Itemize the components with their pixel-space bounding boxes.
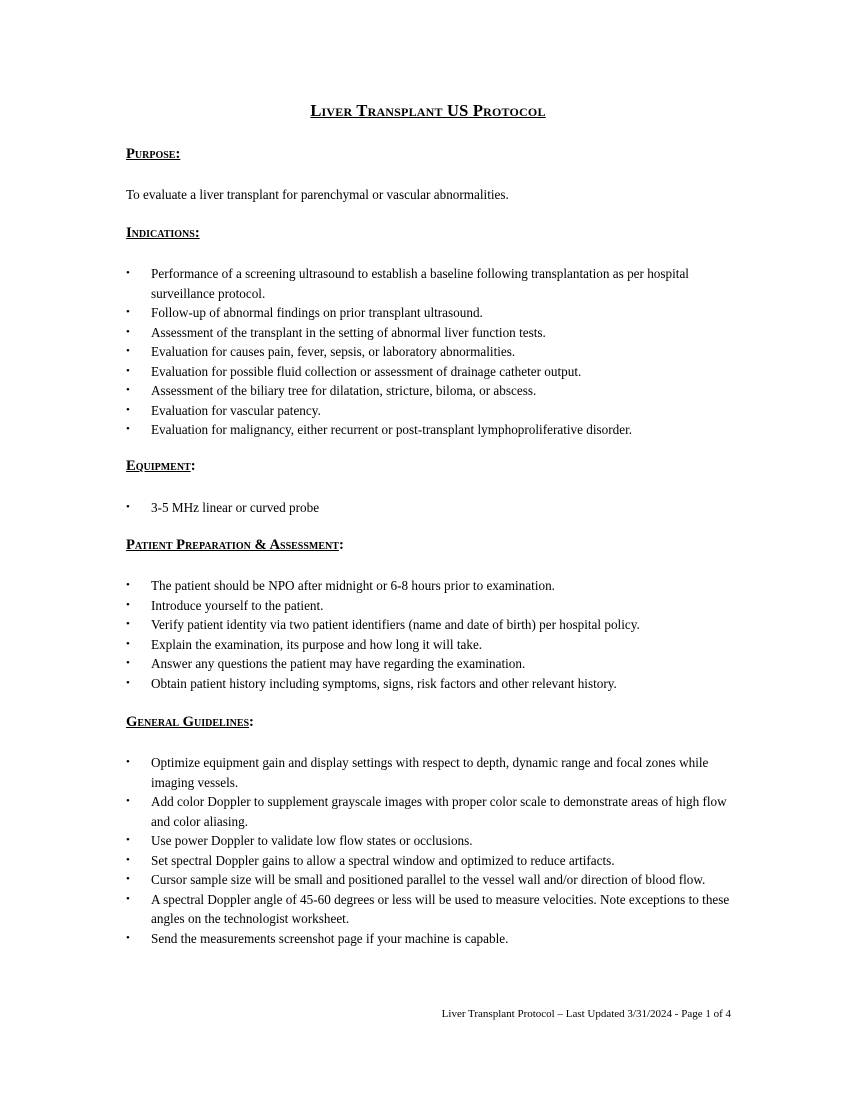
list-item-text: Introduce yourself to the patient. — [151, 597, 324, 613]
list-item — [126, 831, 730, 851]
list-item-text: Explain the examination, its purpose and how long it will take. — [151, 636, 483, 652]
equipment-list — [126, 498, 730, 518]
list-item-text: Add color Doppler to supplement grayscale images with proper color scale to demonstrate areas of high flow and color aliasing. — [151, 794, 727, 829]
guidelines-heading — [126, 713, 254, 733]
guidelines-list — [126, 753, 730, 948]
list-item-text: Assessment of the biliary tree for dilatation, stricture, biloma, or abscess. — [151, 383, 537, 398]
bullet-icon: • — [126, 306, 130, 318]
bullet-icon: • — [126, 403, 130, 416]
patient-prep-heading — [126, 536, 344, 556]
list-item-text: Assessment of the transplant in the setting of abnormal liver function tests. — [151, 324, 546, 340]
list-item — [126, 498, 730, 518]
patient-prep-heading-colon: : — [338, 537, 344, 553]
purpose-text: To evaluate a liver transplant for parenchymal or vascular abnormalities. — [126, 187, 509, 202]
indications-heading — [126, 224, 200, 244]
list-item-text: Obtain patient history including symptoms, signs, risk factors and other relevant history. — [151, 675, 617, 691]
list-item-text: Set spectral Doppler gains to allow a spectral window and optimized to reduce artifacts. — [151, 852, 615, 868]
list-item — [126, 342, 730, 362]
bullet-icon: • — [126, 423, 130, 435]
bullet-icon: • — [126, 345, 130, 357]
list-item-text: Verify patient identity via two patient identifiers (name and date of birth) per hospital policy. — [151, 617, 640, 632]
bullet-icon: • — [126, 618, 130, 630]
list-item — [126, 792, 730, 831]
list-item — [126, 596, 730, 616]
page-footer: Liver Transplant Protocol – Last Updated 3/31/2024 - Page 1 of 4 — [441, 1008, 731, 1020]
list-item — [126, 420, 730, 440]
bullet-icon: • — [126, 598, 130, 611]
bullet-icon: • — [126, 579, 130, 591]
list-item-text: 3-5 MHz linear or curved probe — [151, 500, 320, 515]
bullet-icon: • — [126, 384, 130, 396]
list-item — [126, 576, 730, 596]
list-item — [126, 635, 730, 655]
bullet-icon: • — [126, 267, 130, 279]
list-item — [126, 303, 730, 323]
purpose-heading-text: Purpose: — [126, 146, 181, 162]
list-item-text: Optimize equipment gain and display settings with respect to depth, dynamic range and focal zones while imaging vessels. — [151, 755, 709, 790]
equipment-heading-text: Equipment — [126, 458, 191, 474]
patient-prep-heading-text: Patient Preparation & Assessment — [126, 537, 339, 553]
list-item — [126, 401, 730, 421]
list-item-text: Evaluation for vascular patency. — [151, 402, 321, 418]
list-item — [126, 381, 730, 401]
list-item — [126, 615, 730, 635]
bullet-icon: • — [126, 873, 130, 885]
list-item — [126, 890, 730, 929]
list-item-text: Send the measurements screenshot page if your machine is capable. — [151, 930, 509, 946]
bullet-icon: • — [126, 853, 130, 866]
bullet-icon: • — [126, 501, 130, 513]
list-item — [126, 929, 730, 949]
bullet-icon: • — [126, 676, 130, 689]
bullet-icon: • — [126, 834, 130, 846]
indications-list — [126, 264, 730, 440]
list-item — [126, 753, 730, 792]
bullet-icon: • — [126, 756, 130, 768]
list-item-text: A spectral Doppler angle of 45-60 degrees or less will be used to measure velocities. Note exceptions to these angles on the technologist worksheet. — [151, 891, 730, 926]
bullet-icon: • — [126, 364, 130, 377]
bullet-icon: • — [126, 325, 130, 338]
purpose-heading — [126, 145, 180, 165]
list-item — [126, 851, 730, 871]
bullet-icon: • — [126, 637, 130, 650]
bullet-icon: • — [126, 795, 130, 807]
list-item-text: Answer any questions the patient may have regarding the examination. — [151, 656, 526, 671]
patient-prep-list — [126, 576, 730, 693]
list-item-text: Use power Doppler to validate low flow states or occlusions. — [151, 833, 473, 848]
guidelines-heading-text: General Guidelines — [126, 714, 250, 730]
page-title: Liver Transplant US Protocol — [310, 101, 546, 120]
list-item — [126, 264, 730, 303]
list-item-text: Cursor sample size will be small and positioned parallel to the vessel wall and/or direction of blood flow. — [151, 872, 706, 887]
indications-heading-text: Indications: — [126, 225, 200, 241]
list-item — [126, 654, 730, 674]
list-item-text: Performance of a screening ultrasound to establish a baseline following transplantation as per hospital surveillance protocol. — [151, 266, 689, 301]
equipment-heading — [126, 457, 196, 477]
list-item-text: The patient should be NPO after midnight or 6-8 hours prior to examination. — [151, 578, 555, 593]
bullet-icon: • — [126, 657, 130, 669]
list-item-text: Evaluation for malignancy, either recurrent or post-transplant lymphoproliferative disorder. — [151, 422, 633, 437]
list-item — [126, 362, 730, 382]
guidelines-heading-colon: : — [249, 714, 254, 730]
list-item — [126, 674, 730, 694]
list-item — [126, 323, 730, 343]
list-item-text: Evaluation for possible fluid collection or assessment of drainage catheter output. — [151, 363, 582, 379]
list-item — [126, 870, 730, 890]
list-item-text: Evaluation for causes pain, fever, sepsis, or laboratory abnormalities. — [151, 344, 516, 359]
equipment-heading-colon: : — [190, 458, 196, 474]
bullet-icon: • — [126, 931, 130, 944]
bullet-icon: • — [126, 892, 130, 905]
list-item-text: Follow-up of abnormal findings on prior transplant ultrasound. — [151, 305, 483, 320]
